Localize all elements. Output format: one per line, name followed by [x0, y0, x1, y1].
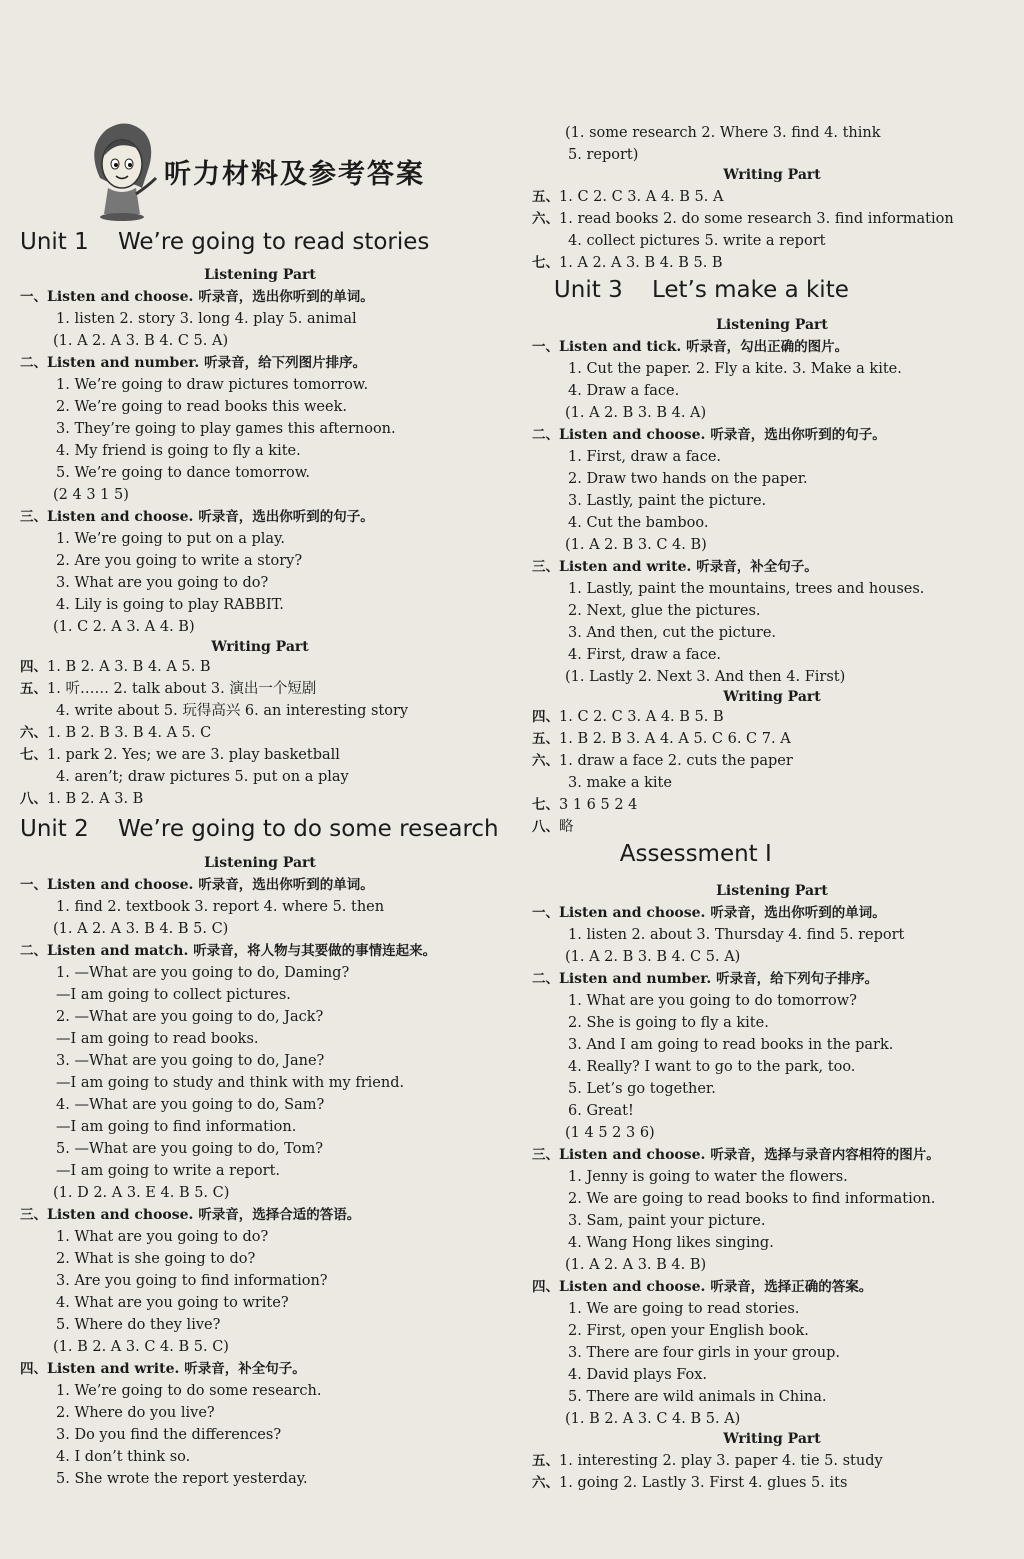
item-line: 4. Draw a face.	[568, 383, 680, 399]
item-line: 5. report)	[568, 147, 639, 163]
section-heading	[20, 288, 374, 308]
item-line: 2. First, open your English book.	[568, 1323, 809, 1339]
item-line: 1. listen 2. story 3. long 4. play 5. animal	[56, 311, 357, 327]
section-number: 七、	[532, 255, 559, 271]
section-number: 六、	[532, 1475, 559, 1491]
item-line: 2. What is she going to do?	[56, 1251, 256, 1267]
section-instruction-en: Listen and choose.	[559, 1147, 706, 1163]
answer-line	[20, 680, 316, 700]
item-line: —I am going to study and think with my friend.	[56, 1075, 405, 1091]
section-number: 一、	[20, 877, 47, 893]
answer-key-line: (1 4 5 2 3 6)	[565, 1125, 655, 1141]
section-instruction-zh: 听录音，选出你听到的句子。	[710, 427, 886, 443]
answer-key-line: (1. A 2. A 3. B 4. B)	[565, 1257, 707, 1273]
section-number: 八、	[532, 819, 559, 835]
section-instruction-zh: 听录音，将人物与其要做的事情连起来。	[193, 943, 437, 959]
item-line: —I am going to read books.	[56, 1031, 259, 1047]
section-number: 四、	[20, 1361, 47, 1377]
item-line: —I am going to collect pictures.	[56, 987, 291, 1003]
section-number: 二、	[532, 971, 559, 987]
item-line: 1. We’re going to draw pictures tomorrow.	[56, 377, 369, 393]
section-heading	[20, 876, 374, 896]
item-line: 3. Do you find the differences?	[56, 1427, 282, 1443]
answer-text: 1. B 2. B 3. B 4. A 5. C	[47, 725, 212, 741]
item-line: 4. My friend is going to fly a kite.	[56, 443, 301, 459]
answer-line	[532, 254, 723, 274]
item-line: 3. Sam, paint your picture.	[568, 1213, 766, 1229]
section-instruction-zh: 听录音，给下列句子排序。	[716, 971, 879, 987]
item-line: 4. What are you going to write?	[56, 1295, 289, 1311]
section-instruction-en: Listen and choose.	[47, 509, 194, 525]
answer-text: 1. park 2. Yes; we are 3. play basketball	[47, 747, 340, 763]
section-instruction-zh: 听录音，选出你听到的单词。	[710, 905, 886, 921]
item-line: 4. Lily is going to play RABBIT.	[56, 597, 284, 613]
section-instruction-en: Listen and number.	[559, 971, 712, 987]
item-line: 5. —What are you going to do, Tom?	[56, 1141, 323, 1157]
item-line: 1. —What are you going to do, Daming?	[56, 965, 350, 981]
section-number: 三、	[20, 1207, 47, 1223]
answer-text: 1. B 2. A 3. B 4. A 5. B	[47, 659, 211, 675]
section-instruction-zh: 听录音，勾出正确的图片。	[686, 339, 849, 355]
item-line: 1. find 2. textbook 3. report 4. where 5. then	[56, 899, 385, 915]
answer-line	[20, 658, 211, 678]
section-number: 六、	[20, 725, 47, 741]
section-heading	[20, 354, 366, 374]
item-line: 4. Cut the bamboo.	[568, 515, 709, 531]
item-line: 2. Where do you live?	[56, 1405, 215, 1421]
part-heading: Listening Part	[204, 855, 316, 871]
item-line: 2. Next, glue the pictures.	[568, 603, 761, 619]
section-number: 三、	[532, 1147, 559, 1163]
section-heading	[20, 508, 374, 528]
item-line: 4. First, draw a face.	[568, 647, 722, 663]
item-line: 3. What are you going to do?	[56, 575, 269, 591]
section-instruction-en: Listen and choose.	[559, 905, 706, 921]
item-line: 2. —What are you going to do, Jack?	[56, 1009, 324, 1025]
section-heading	[532, 970, 878, 990]
item-line: 1. Lastly, paint the mountains, trees and houses.	[568, 581, 925, 597]
answer-text: 1. A 2. A 3. B 4. B 5. B	[559, 255, 723, 271]
section-heading	[532, 558, 818, 578]
answer-text: 1. draw a face 2. cuts the paper	[559, 753, 793, 769]
item-line: 1. First, draw a face.	[568, 449, 722, 465]
answer-line	[532, 796, 637, 816]
item-line: 4. aren’t; draw pictures 5. put on a play	[56, 769, 349, 785]
answer-text: 1. B 2. B 3. A 4. A 5. C 6. C 7. A	[559, 731, 791, 747]
answer-text: 略	[559, 819, 574, 835]
unit-title: Unit 3 Let’s make a kite	[532, 277, 849, 303]
item-line: 4. David plays Fox.	[568, 1367, 708, 1383]
section-instruction-en: Listen and choose.	[47, 1207, 194, 1223]
section-number: 七、	[532, 797, 559, 813]
answer-text: 1. interesting 2. play 3. paper 4. tie 5. study	[559, 1453, 883, 1469]
answer-key-line: (2 4 3 1 5)	[53, 487, 129, 503]
answer-line	[532, 188, 723, 208]
answer-text: 3 1 6 5 2 4	[559, 797, 638, 813]
section-number: 三、	[20, 509, 47, 525]
section-instruction-en: Listen and write.	[559, 559, 692, 575]
answer-key-line: (1. A 2. B 3. B 4. A)	[565, 405, 707, 421]
section-number: 五、	[532, 189, 559, 205]
section-instruction-en: Listen and write.	[47, 1361, 180, 1377]
section-number: 三、	[532, 559, 559, 575]
item-line: 2. Draw two hands on the paper.	[568, 471, 808, 487]
item-line: —I am going to find information.	[56, 1119, 297, 1135]
section-instruction-zh: 听录音，给下列图片排序。	[204, 355, 367, 371]
answer-key-line: (1. Lastly 2. Next 3. And then 4. First)	[565, 669, 846, 685]
item-line: 1. What are you going to do tomorrow?	[568, 993, 857, 1009]
section-instruction-zh: 听录音，补全句子。	[184, 1361, 306, 1377]
section-heading	[20, 1360, 306, 1380]
answer-line	[532, 708, 724, 728]
item-line: 1. listen 2. about 3. Thursday 4. find 5. report	[568, 927, 905, 943]
answer-line	[20, 790, 143, 810]
item-line: 5. She wrote the report yesterday.	[56, 1471, 308, 1487]
item-line: 2. Are you going to write a story?	[56, 553, 303, 569]
section-heading	[20, 942, 436, 962]
answer-key-line: (1. A 2. B 3. B 4. C 5. A)	[565, 949, 741, 965]
section-number: 五、	[20, 681, 47, 697]
answer-key-line: (1. some research 2. Where 3. find 4. think	[565, 125, 881, 141]
answer-text: 1. going 2. Lastly 3. First 4. glues 5. its	[559, 1475, 848, 1491]
answer-key-line: (1. B 2. A 3. C 4. B 5. A)	[565, 1411, 741, 1427]
section-instruction-zh: 听录音，选出你听到的单词。	[198, 877, 374, 893]
unit-title: Unit 2 We’re going to do some research	[20, 816, 499, 842]
section-heading	[532, 1278, 872, 1298]
page-title: 听力材料及参考答案	[164, 159, 425, 190]
section-number: 二、	[532, 427, 559, 443]
answer-key-line: (1. B 2. A 3. C 4. B 5. C)	[53, 1339, 229, 1355]
item-line: 3. make a kite	[568, 775, 672, 791]
item-line: 4. write about 5. 玩得高兴 6. an interesting story	[56, 703, 409, 719]
answer-line	[532, 1474, 847, 1494]
section-number: 一、	[20, 289, 47, 305]
part-heading: Listening Part	[204, 267, 316, 283]
item-line: 4. Wang Hong likes singing.	[568, 1235, 774, 1251]
section-instruction-zh: 听录音，补全句子。	[696, 559, 818, 575]
answer-text: 1. C 2. C 3. A 4. B 5. A	[559, 189, 724, 205]
item-line: 3. Are you going to find information?	[56, 1273, 328, 1289]
section-number: 六、	[532, 753, 559, 769]
answer-text: 1. B 2. A 3. B	[47, 791, 144, 807]
section-instruction-en: Listen and choose.	[559, 427, 706, 443]
item-line: 5. Where do they live?	[56, 1317, 221, 1333]
section-number: 一、	[532, 339, 559, 355]
section-instruction-zh: 听录音，选择合适的答语。	[198, 1207, 361, 1223]
answer-text: 1. read books 2. do some research 3. find information	[559, 211, 954, 227]
section-number: 五、	[532, 1453, 559, 1469]
answer-key-line: (1. A 2. A 3. B 4. C 5. A)	[53, 333, 229, 349]
item-line: 3. Lastly, paint the picture.	[568, 493, 767, 509]
unit-title: Assessment Ⅰ	[532, 841, 772, 867]
section-number: 八、	[20, 791, 47, 807]
section-instruction-en: Listen and tick.	[559, 339, 682, 355]
section-heading	[532, 1146, 940, 1166]
item-line: 1. Jenny is going to water the flowers.	[568, 1169, 848, 1185]
item-line: 6. Great!	[568, 1103, 634, 1119]
item-line: 3. They’re going to play games this afternoon.	[56, 421, 396, 437]
section-number: 二、	[20, 943, 47, 959]
section-instruction-en: Listen and choose.	[47, 877, 194, 893]
section-number: 七、	[20, 747, 47, 763]
answer-key-line: (1. C 2. A 3. A 4. B)	[53, 619, 195, 635]
answer-line	[532, 818, 574, 838]
item-line: 4. collect pictures 5. write a report	[568, 233, 826, 249]
section-instruction-en: Listen and choose.	[559, 1279, 706, 1295]
item-line: 2. She is going to fly a kite.	[568, 1015, 769, 1031]
item-line: 1. We’re going to put on a play.	[56, 531, 285, 547]
item-line: 5. We’re going to dance tomorrow.	[56, 465, 311, 481]
answer-line	[532, 752, 793, 772]
answer-line	[532, 210, 954, 230]
answer-key-line: (1. A 2. B 3. C 4. B)	[565, 537, 707, 553]
answer-key-line: (1. D 2. A 3. E 4. B 5. C)	[53, 1185, 230, 1201]
answer-line	[20, 746, 340, 766]
section-instruction-zh: 听录音，选择正确的答案。	[710, 1279, 873, 1295]
answer-line	[20, 724, 211, 744]
item-line: 2. We’re going to read books this week.	[56, 399, 347, 415]
section-instruction-en: Listen and number.	[47, 355, 200, 371]
section-number: 四、	[532, 709, 559, 725]
item-line: 5. There are wild animals in China.	[568, 1389, 827, 1405]
part-heading: Writing Part	[723, 689, 821, 705]
section-instruction-zh: 听录音，选出你听到的句子。	[198, 509, 374, 525]
part-heading: Listening Part	[716, 317, 828, 333]
part-heading: Writing Part	[211, 639, 309, 655]
girl-mascot-icon	[82, 118, 162, 222]
answer-text: 1. 听…… 2. talk about 3. 演出一个短剧	[47, 681, 317, 697]
item-line: 1. What are you going to do?	[56, 1229, 269, 1245]
item-line: 3. And I am going to read books in the park.	[568, 1037, 894, 1053]
item-line: 1. Cut the paper. 2. Fly a kite. 3. Make a kite.	[568, 361, 902, 377]
answer-key-line: (1. A 2. A 3. B 4. B 5. C)	[53, 921, 229, 937]
item-line: 1. We are going to read stories.	[568, 1301, 800, 1317]
section-number: 四、	[532, 1279, 559, 1295]
unit-title: Unit 1 We’re going to read stories	[20, 229, 430, 255]
section-number: 一、	[532, 905, 559, 921]
section-instruction-zh: 听录音，选择与录音内容相符的图片。	[710, 1147, 940, 1163]
item-line: 4. I don’t think so.	[56, 1449, 191, 1465]
section-instruction-en: Listen and match.	[47, 943, 189, 959]
item-line: 3. There are four girls in your group.	[568, 1345, 840, 1361]
item-line: 3. —What are you going to do, Jane?	[56, 1053, 325, 1069]
item-line: 4. —What are you going to do, Sam?	[56, 1097, 325, 1113]
section-heading	[532, 904, 886, 924]
section-number: 六、	[532, 211, 559, 227]
item-line: 4. Really? I want to go to the park, too.	[568, 1059, 856, 1075]
section-heading	[532, 338, 848, 358]
item-line: 2. We are going to read books to find information.	[568, 1191, 936, 1207]
part-heading: Writing Part	[723, 167, 821, 183]
item-line: —I am going to write a report.	[56, 1163, 281, 1179]
section-instruction-en: Listen and choose.	[47, 289, 194, 305]
item-line: 1. We’re going to do some research.	[56, 1383, 322, 1399]
answer-line	[532, 730, 791, 750]
part-heading: Writing Part	[723, 1431, 821, 1447]
section-number: 四、	[20, 659, 47, 675]
answer-text: 1. C 2. C 3. A 4. B 5. B	[559, 709, 724, 725]
section-heading	[532, 426, 886, 446]
answer-line	[532, 1452, 883, 1472]
part-heading: Listening Part	[716, 883, 828, 899]
section-heading	[20, 1206, 360, 1226]
item-line: 3. And then, cut the picture.	[568, 625, 777, 641]
item-line: 5. Let’s go together.	[568, 1081, 716, 1097]
section-instruction-zh: 听录音，选出你听到的单词。	[198, 289, 374, 305]
section-number: 五、	[532, 731, 559, 747]
section-number: 二、	[20, 355, 47, 371]
